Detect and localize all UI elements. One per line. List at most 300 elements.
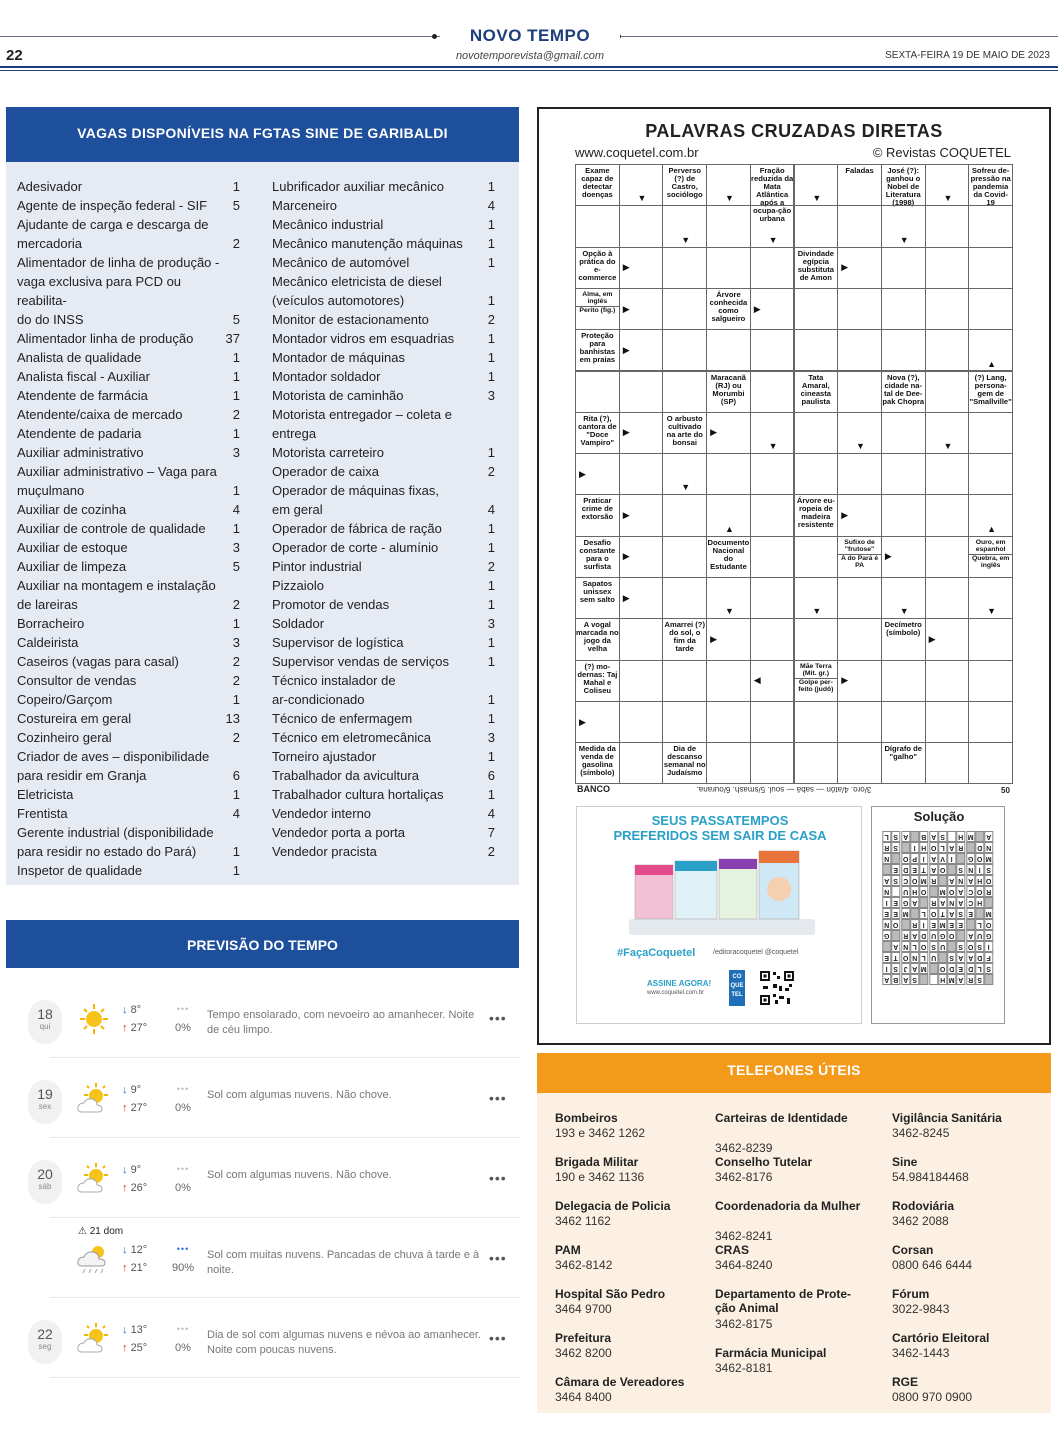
answer-cell[interactable] xyxy=(750,742,795,784)
job-row xyxy=(272,557,495,576)
job-row xyxy=(17,253,240,272)
answer-cell[interactable] xyxy=(837,329,882,371)
job-count: 6 xyxy=(232,768,240,783)
job-count: 1 xyxy=(232,521,240,536)
more-options-icon[interactable]: ••• xyxy=(489,1330,507,1346)
forecast-row[interactable] xyxy=(6,1298,519,1378)
clue-text: Ouro, em espanhol xyxy=(975,538,1006,553)
answer-cell[interactable] xyxy=(925,494,970,536)
phone-number[interactable]: 3022-9843 xyxy=(892,1302,950,1316)
phone-service-name: Delegacia de Policia xyxy=(555,1199,671,1213)
answer-cell[interactable] xyxy=(925,371,970,413)
job-count: 1 xyxy=(487,331,495,346)
answer-cell[interactable] xyxy=(662,288,707,330)
jobs-list-right xyxy=(272,177,495,861)
phones-panel xyxy=(537,1053,1051,1413)
answer-cell[interactable] xyxy=(925,742,970,784)
phone-number[interactable]: 3462-8241 xyxy=(715,1229,773,1243)
solution-cell: A xyxy=(910,930,919,941)
job-title: Atendente/caixa de mercado xyxy=(17,407,183,422)
solution-cell xyxy=(929,963,938,974)
job-title: Operador de máquinas fixas, xyxy=(272,483,439,498)
answer-cell[interactable] xyxy=(662,577,707,619)
phone-number[interactable]: 3462-8142 xyxy=(555,1258,613,1272)
answer-cell[interactable] xyxy=(706,329,751,371)
job-count: 1 xyxy=(487,749,495,764)
answer-cell[interactable] xyxy=(662,536,707,578)
phone-service-name: Carteiras de Identidade xyxy=(715,1111,848,1125)
solution-cell xyxy=(901,919,910,930)
solution-cell: D xyxy=(947,963,956,974)
answer-cell[interactable] xyxy=(750,494,795,536)
answer-cell[interactable] xyxy=(925,205,970,247)
solution-cell: O xyxy=(930,910,936,917)
crossword-url[interactable]: www.coquetel.com.br xyxy=(575,145,699,160)
job-title: Caldeirista xyxy=(17,635,79,650)
temp-max: ↑ 27° xyxy=(122,1022,148,1034)
clue-cell xyxy=(575,660,620,702)
answer-cell[interactable] xyxy=(794,205,839,247)
answer-cell[interactable] xyxy=(619,618,664,660)
answer-cell[interactable] xyxy=(750,453,795,495)
job-row xyxy=(272,291,495,310)
solution-cell xyxy=(882,864,891,875)
solution-cell: A xyxy=(966,875,975,886)
answer-cell[interactable] xyxy=(575,205,620,247)
clue-cell xyxy=(575,288,620,330)
answer-cell[interactable] xyxy=(794,288,839,330)
job-title: Copeiro/Garçom xyxy=(17,692,113,707)
job-row xyxy=(17,671,240,690)
solution-cell: N xyxy=(901,941,910,952)
phone-number[interactable]: 3464-8240 xyxy=(715,1258,773,1272)
answer-cell[interactable] xyxy=(837,742,882,784)
job-row xyxy=(272,215,495,234)
job-count: 1 xyxy=(487,255,495,270)
solution-cell: R xyxy=(882,842,891,853)
arrow-down-icon: ▼ xyxy=(899,606,909,617)
answer-cell[interactable] xyxy=(750,536,795,578)
arrow-right-icon: ▶ xyxy=(622,592,630,603)
answer-cell[interactable] xyxy=(881,412,926,454)
answer-cell[interactable] xyxy=(619,453,664,495)
ad-cta[interactable]: ASSINE AGORA! xyxy=(647,979,712,988)
answer-cell[interactable] xyxy=(968,660,1013,702)
answer-cell[interactable] xyxy=(881,701,926,743)
answer-cell[interactable] xyxy=(968,205,1013,247)
phone-number[interactable]: 3462-8239 xyxy=(715,1141,773,1155)
ad-url[interactable]: www.coquetel.com.br xyxy=(647,990,705,996)
solution-cell: A xyxy=(910,963,919,974)
job-row xyxy=(17,842,240,861)
solution-cell xyxy=(910,831,919,842)
solution-cell: O xyxy=(986,921,992,928)
job-count: 3 xyxy=(487,730,495,745)
answer-cell[interactable] xyxy=(968,412,1013,454)
answer-cell[interactable] xyxy=(662,701,707,743)
day-badge xyxy=(28,1080,62,1124)
answer-cell[interactable] xyxy=(881,288,926,330)
answer-cell[interactable] xyxy=(794,329,839,371)
answer-cell[interactable] xyxy=(925,453,970,495)
jobs-panel xyxy=(6,107,519,885)
solution-cell: O xyxy=(911,877,918,884)
arrow-down-icon: ▼ xyxy=(681,234,691,245)
job-title: Analista de qualidade xyxy=(17,350,142,365)
clue-text: Proteção para banhistas em praias xyxy=(579,331,616,365)
header-rule-bottom-thin xyxy=(0,70,1058,71)
clue-text: Desafio constante para o surfista xyxy=(579,537,616,571)
phone-number[interactable]: 3462-1443 xyxy=(892,1346,950,1360)
more-options-icon[interactable]: ••• xyxy=(489,1090,507,1106)
job-count: 1 xyxy=(487,711,495,726)
answer-cell[interactable] xyxy=(881,329,926,371)
arrow-down-icon: ▼ xyxy=(943,441,953,452)
temp-min: ↓ 9° xyxy=(122,1084,142,1096)
job-title: Montador vidros em esquadrias xyxy=(272,331,455,346)
answer-cell[interactable] xyxy=(837,453,882,495)
solution-cell: R xyxy=(901,930,910,941)
job-title: Auxiliar de limpeza xyxy=(17,559,127,574)
job-title: entrega xyxy=(272,426,317,441)
solution-cell xyxy=(947,941,956,952)
solution-cell xyxy=(984,974,993,985)
clue-cell xyxy=(575,577,620,619)
solution-cell: U xyxy=(938,941,947,952)
solution-cell: O xyxy=(949,932,955,939)
sun-icon xyxy=(76,1002,112,1036)
solution-cell xyxy=(975,908,984,919)
answer-cell[interactable] xyxy=(619,701,664,743)
more-options-icon[interactable]: ••• xyxy=(489,1010,507,1026)
alert-label xyxy=(78,1226,123,1237)
job-count xyxy=(226,253,240,272)
job-row xyxy=(272,500,495,519)
phone-service-name: Brigada Militar xyxy=(555,1155,639,1169)
answer-cell[interactable] xyxy=(968,453,1013,495)
jobs-title: VAGAS DISPONÍVEIS NA FGTAS SINE DE GARIBALDI xyxy=(6,107,519,162)
answer-cell[interactable] xyxy=(968,742,1013,784)
arrow-up-icon: ▲ xyxy=(724,523,734,534)
job-count: 37 xyxy=(225,331,240,346)
answer-cell[interactable] xyxy=(619,205,664,247)
answer-cell[interactable] xyxy=(925,329,970,371)
solution-cell: A xyxy=(929,853,938,864)
clue-text: A do Pará é PA xyxy=(838,554,881,569)
job-title: Montador de máquinas xyxy=(272,350,405,365)
solution-cell: G xyxy=(902,899,908,906)
clue-text: Maracanã (RJ) ou Morumbi (SP) xyxy=(710,372,746,406)
answer-cell[interactable] xyxy=(794,412,839,454)
job-count: 1 xyxy=(232,179,240,194)
solution-cell: I xyxy=(910,842,919,853)
phone-number[interactable]: 3462-8245 xyxy=(892,1126,950,1140)
weekday: qui xyxy=(39,1022,51,1031)
job-count: 2 xyxy=(232,236,240,251)
answer-cell[interactable] xyxy=(706,742,751,784)
solution-cell: S xyxy=(984,963,993,974)
clue-text: Opção à prática do e-commerce xyxy=(578,248,617,282)
answer-cell[interactable] xyxy=(968,618,1013,660)
job-row xyxy=(17,481,240,500)
solution-cell xyxy=(929,886,938,897)
answer-cell[interactable] xyxy=(968,288,1013,330)
job-count: 1 xyxy=(487,597,495,612)
job-row xyxy=(272,405,495,424)
phone-number[interactable]: 0800 970 0900 xyxy=(892,1390,973,1404)
clue-cell xyxy=(750,164,795,223)
answer-cell[interactable] xyxy=(925,577,970,619)
answer-cell[interactable] xyxy=(662,329,707,371)
solution-cell: O xyxy=(967,943,974,950)
solution-cell: L xyxy=(919,908,928,919)
answer-cell[interactable] xyxy=(837,618,882,660)
solution-cell: D xyxy=(975,842,984,853)
answer-cell[interactable] xyxy=(706,247,751,289)
job-row xyxy=(272,652,495,671)
clue-cell xyxy=(837,536,882,578)
job-row xyxy=(272,329,495,348)
job-title: Gerente industrial (disponibilidade xyxy=(17,825,214,840)
solution-cell: O xyxy=(939,965,946,972)
answer-cell[interactable] xyxy=(706,205,751,247)
answer-cell[interactable] xyxy=(662,247,707,289)
job-count: 1 xyxy=(487,787,495,802)
solution-grid xyxy=(882,831,994,1007)
job-title: Técnico em eletromecânica xyxy=(272,730,431,745)
job-row xyxy=(272,424,495,443)
answer-cell[interactable] xyxy=(837,577,882,619)
answer-cell[interactable] xyxy=(662,494,707,536)
solution-cell xyxy=(910,908,919,919)
answer-cell[interactable] xyxy=(794,453,839,495)
phone-number[interactable]: 3462-8175 xyxy=(715,1317,773,1331)
banco-words: 3/oro. 4/atón — sabá — soul. 5/smash. 6/ourana. xyxy=(696,785,872,794)
job-count xyxy=(226,576,240,595)
answer-cell[interactable] xyxy=(794,618,839,660)
job-count: 4 xyxy=(232,502,240,517)
solution-cell: O xyxy=(893,921,899,928)
answer-cell[interactable] xyxy=(837,205,882,247)
answer-cell[interactable] xyxy=(750,577,795,619)
answer-cell[interactable] xyxy=(706,701,751,743)
job-row xyxy=(272,614,495,633)
solution-cell: E xyxy=(956,963,965,974)
answer-cell[interactable] xyxy=(750,701,795,743)
solution-cell: U xyxy=(929,952,938,963)
answer-cell[interactable] xyxy=(662,660,707,702)
answer-cell[interactable] xyxy=(881,453,926,495)
coquetel-logo: CO QUE TEL xyxy=(729,970,745,1006)
solution-cell: S xyxy=(956,908,965,919)
solution-cell xyxy=(956,930,965,941)
phone-number[interactable]: 3464 9700 xyxy=(555,1302,612,1316)
job-count: 2 xyxy=(487,312,495,327)
clue-cell xyxy=(575,164,620,206)
answer-cell[interactable] xyxy=(881,660,926,702)
job-row xyxy=(272,785,495,804)
job-row xyxy=(17,386,240,405)
phone-service-name: CRAS xyxy=(715,1243,750,1257)
job-count: 1 xyxy=(232,350,240,365)
solution-cell: S xyxy=(891,963,900,974)
answer-cell[interactable] xyxy=(837,701,882,743)
job-title: Auxiliar administrativo xyxy=(17,445,144,460)
answer-cell[interactable] xyxy=(881,494,926,536)
solution-cell xyxy=(929,974,938,985)
phone-service-name: Bombeiros xyxy=(555,1111,618,1125)
job-title: Alimentador de linha de produção - xyxy=(17,255,220,270)
phone-service-name: Rodoviária xyxy=(892,1199,955,1213)
solution-cell: G xyxy=(986,932,992,939)
answer-cell[interactable] xyxy=(925,701,970,743)
temp-max: ↑ 26° xyxy=(122,1182,148,1194)
solution-cell: N xyxy=(882,853,891,864)
solution-cell xyxy=(947,831,956,842)
clue-cell xyxy=(575,494,620,536)
solution-cell: C xyxy=(966,886,975,897)
clue-text: Árvore eu-ropeia de madeira resistente xyxy=(796,496,835,530)
job-count: 2 xyxy=(232,407,240,422)
temp-min: ↓ 9° xyxy=(122,1164,142,1176)
job-row xyxy=(17,196,240,215)
answer-cell[interactable] xyxy=(925,660,970,702)
solution-cell xyxy=(938,875,947,886)
clue-cell xyxy=(794,371,839,413)
job-count: 2 xyxy=(487,844,495,859)
rain-chance: 0% xyxy=(175,1342,191,1354)
answer-cell[interactable] xyxy=(881,247,926,289)
answer-cell[interactable] xyxy=(925,288,970,330)
clue-text: Faladas xyxy=(845,166,874,175)
job-title: Criador de aves – disponibilidade xyxy=(17,749,210,764)
answer-cell[interactable] xyxy=(750,371,795,413)
solution-cell xyxy=(901,842,910,853)
solution-cell: E xyxy=(910,864,919,875)
forecast-row[interactable] xyxy=(6,1138,519,1218)
phone-number[interactable]: 0800 646 6444 xyxy=(892,1258,973,1272)
answer-cell[interactable] xyxy=(706,660,751,702)
clue-text: Fração reduzida da Mata Atlântica após a ocupa-ção urbana xyxy=(751,166,794,223)
answer-cell[interactable] xyxy=(575,371,620,413)
clue-cell xyxy=(881,742,926,784)
job-row xyxy=(272,272,495,291)
job-title: Consultor de vendas xyxy=(17,673,137,688)
answer-cell[interactable] xyxy=(968,247,1013,289)
solution-cell xyxy=(919,897,928,908)
answer-cell[interactable] xyxy=(619,742,664,784)
answer-cell[interactable] xyxy=(750,329,795,371)
more-options-icon[interactable]: ••• xyxy=(489,1250,507,1266)
phone-number[interactable]: 54.984184468 xyxy=(892,1170,969,1184)
job-row xyxy=(272,633,495,652)
job-count xyxy=(481,424,495,443)
solution-cell: C xyxy=(966,897,975,908)
solution-cell xyxy=(966,919,975,930)
phone-number[interactable]: 3464 8400 xyxy=(555,1390,612,1404)
phone-number[interactable]: 3462 1162 xyxy=(555,1214,611,1228)
job-row xyxy=(17,785,240,804)
answer-cell[interactable] xyxy=(750,618,795,660)
solution-cell: A xyxy=(882,875,891,886)
answer-cell[interactable] xyxy=(837,288,882,330)
job-count xyxy=(226,823,240,842)
solution-cell: R xyxy=(910,919,919,930)
solution-cell: B xyxy=(891,974,900,985)
row-divider xyxy=(50,1377,519,1378)
answer-cell[interactable] xyxy=(619,660,664,702)
job-row xyxy=(272,766,495,785)
clue-text: Nova (?), cidade na-tal de Dee-pak Chopra xyxy=(882,372,925,406)
weather-forecast xyxy=(6,970,519,1400)
answer-cell[interactable] xyxy=(794,536,839,578)
more-options-icon[interactable]: ••• xyxy=(489,1170,507,1186)
clue-cell xyxy=(662,742,707,784)
phone-number[interactable]: 3462-8181 xyxy=(715,1361,773,1376)
answer-cell[interactable] xyxy=(925,247,970,289)
solution-cell: I xyxy=(882,963,891,974)
job-title: Operador de caixa xyxy=(272,464,379,479)
crossword-grid xyxy=(575,164,1012,784)
forecast-row[interactable] xyxy=(6,978,519,1058)
job-title: Marceneiro xyxy=(272,198,338,213)
clue-cell xyxy=(706,288,751,330)
alert-day: 21 dom xyxy=(89,1226,124,1237)
job-title: Montador soldador xyxy=(272,369,381,384)
answer-cell[interactable] xyxy=(837,371,882,413)
job-count: 3 xyxy=(487,388,495,403)
job-row xyxy=(17,614,240,633)
answer-cell[interactable] xyxy=(750,247,795,289)
solution-cell xyxy=(947,864,956,875)
banco-label: BANCO xyxy=(577,784,610,794)
job-count: 3 xyxy=(232,540,240,555)
phone-number[interactable]: 3462 2088 xyxy=(892,1214,949,1228)
arrow-right-icon: ▶ xyxy=(841,675,849,686)
coquetel-ad[interactable] xyxy=(576,806,862,1024)
solution-cell xyxy=(975,831,984,842)
job-row xyxy=(17,861,240,880)
job-count: 1 xyxy=(232,844,240,859)
clue-text: (?) Lang, persona-gem de "Smallville" xyxy=(969,372,1012,406)
raindrops-icon: ••• xyxy=(176,1084,190,1094)
answer-cell[interactable] xyxy=(706,453,751,495)
job-title: Pintor industrial xyxy=(272,559,362,574)
answer-cell[interactable] xyxy=(619,371,664,413)
arrow-right-icon: ▶ xyxy=(622,262,630,273)
phone-number[interactable]: 193 e 3462 1262 xyxy=(555,1126,646,1140)
forecast-row[interactable] xyxy=(6,1058,519,1138)
answer-cell[interactable] xyxy=(794,742,839,784)
job-row xyxy=(17,462,240,481)
solution-cell: O xyxy=(930,844,936,851)
solution-cell: N xyxy=(984,842,993,853)
phone-number[interactable]: 3462 8200 xyxy=(555,1346,612,1360)
phone-number[interactable]: 3462-8176 xyxy=(715,1170,773,1184)
answer-cell[interactable] xyxy=(925,536,970,578)
phone-number[interactable]: 190 e 3462 1136 xyxy=(555,1170,645,1184)
phone-service-name: Vigilância Sanitária xyxy=(892,1111,1002,1125)
solution-cell: U xyxy=(929,930,938,941)
solution-cell: H xyxy=(919,842,928,853)
forecast-row[interactable] xyxy=(6,1218,519,1298)
solution-cell: B xyxy=(919,831,928,842)
job-row xyxy=(17,310,240,329)
job-row xyxy=(17,652,240,671)
answer-cell[interactable] xyxy=(794,701,839,743)
answer-cell[interactable] xyxy=(662,371,707,413)
answer-cell[interactable] xyxy=(968,701,1013,743)
